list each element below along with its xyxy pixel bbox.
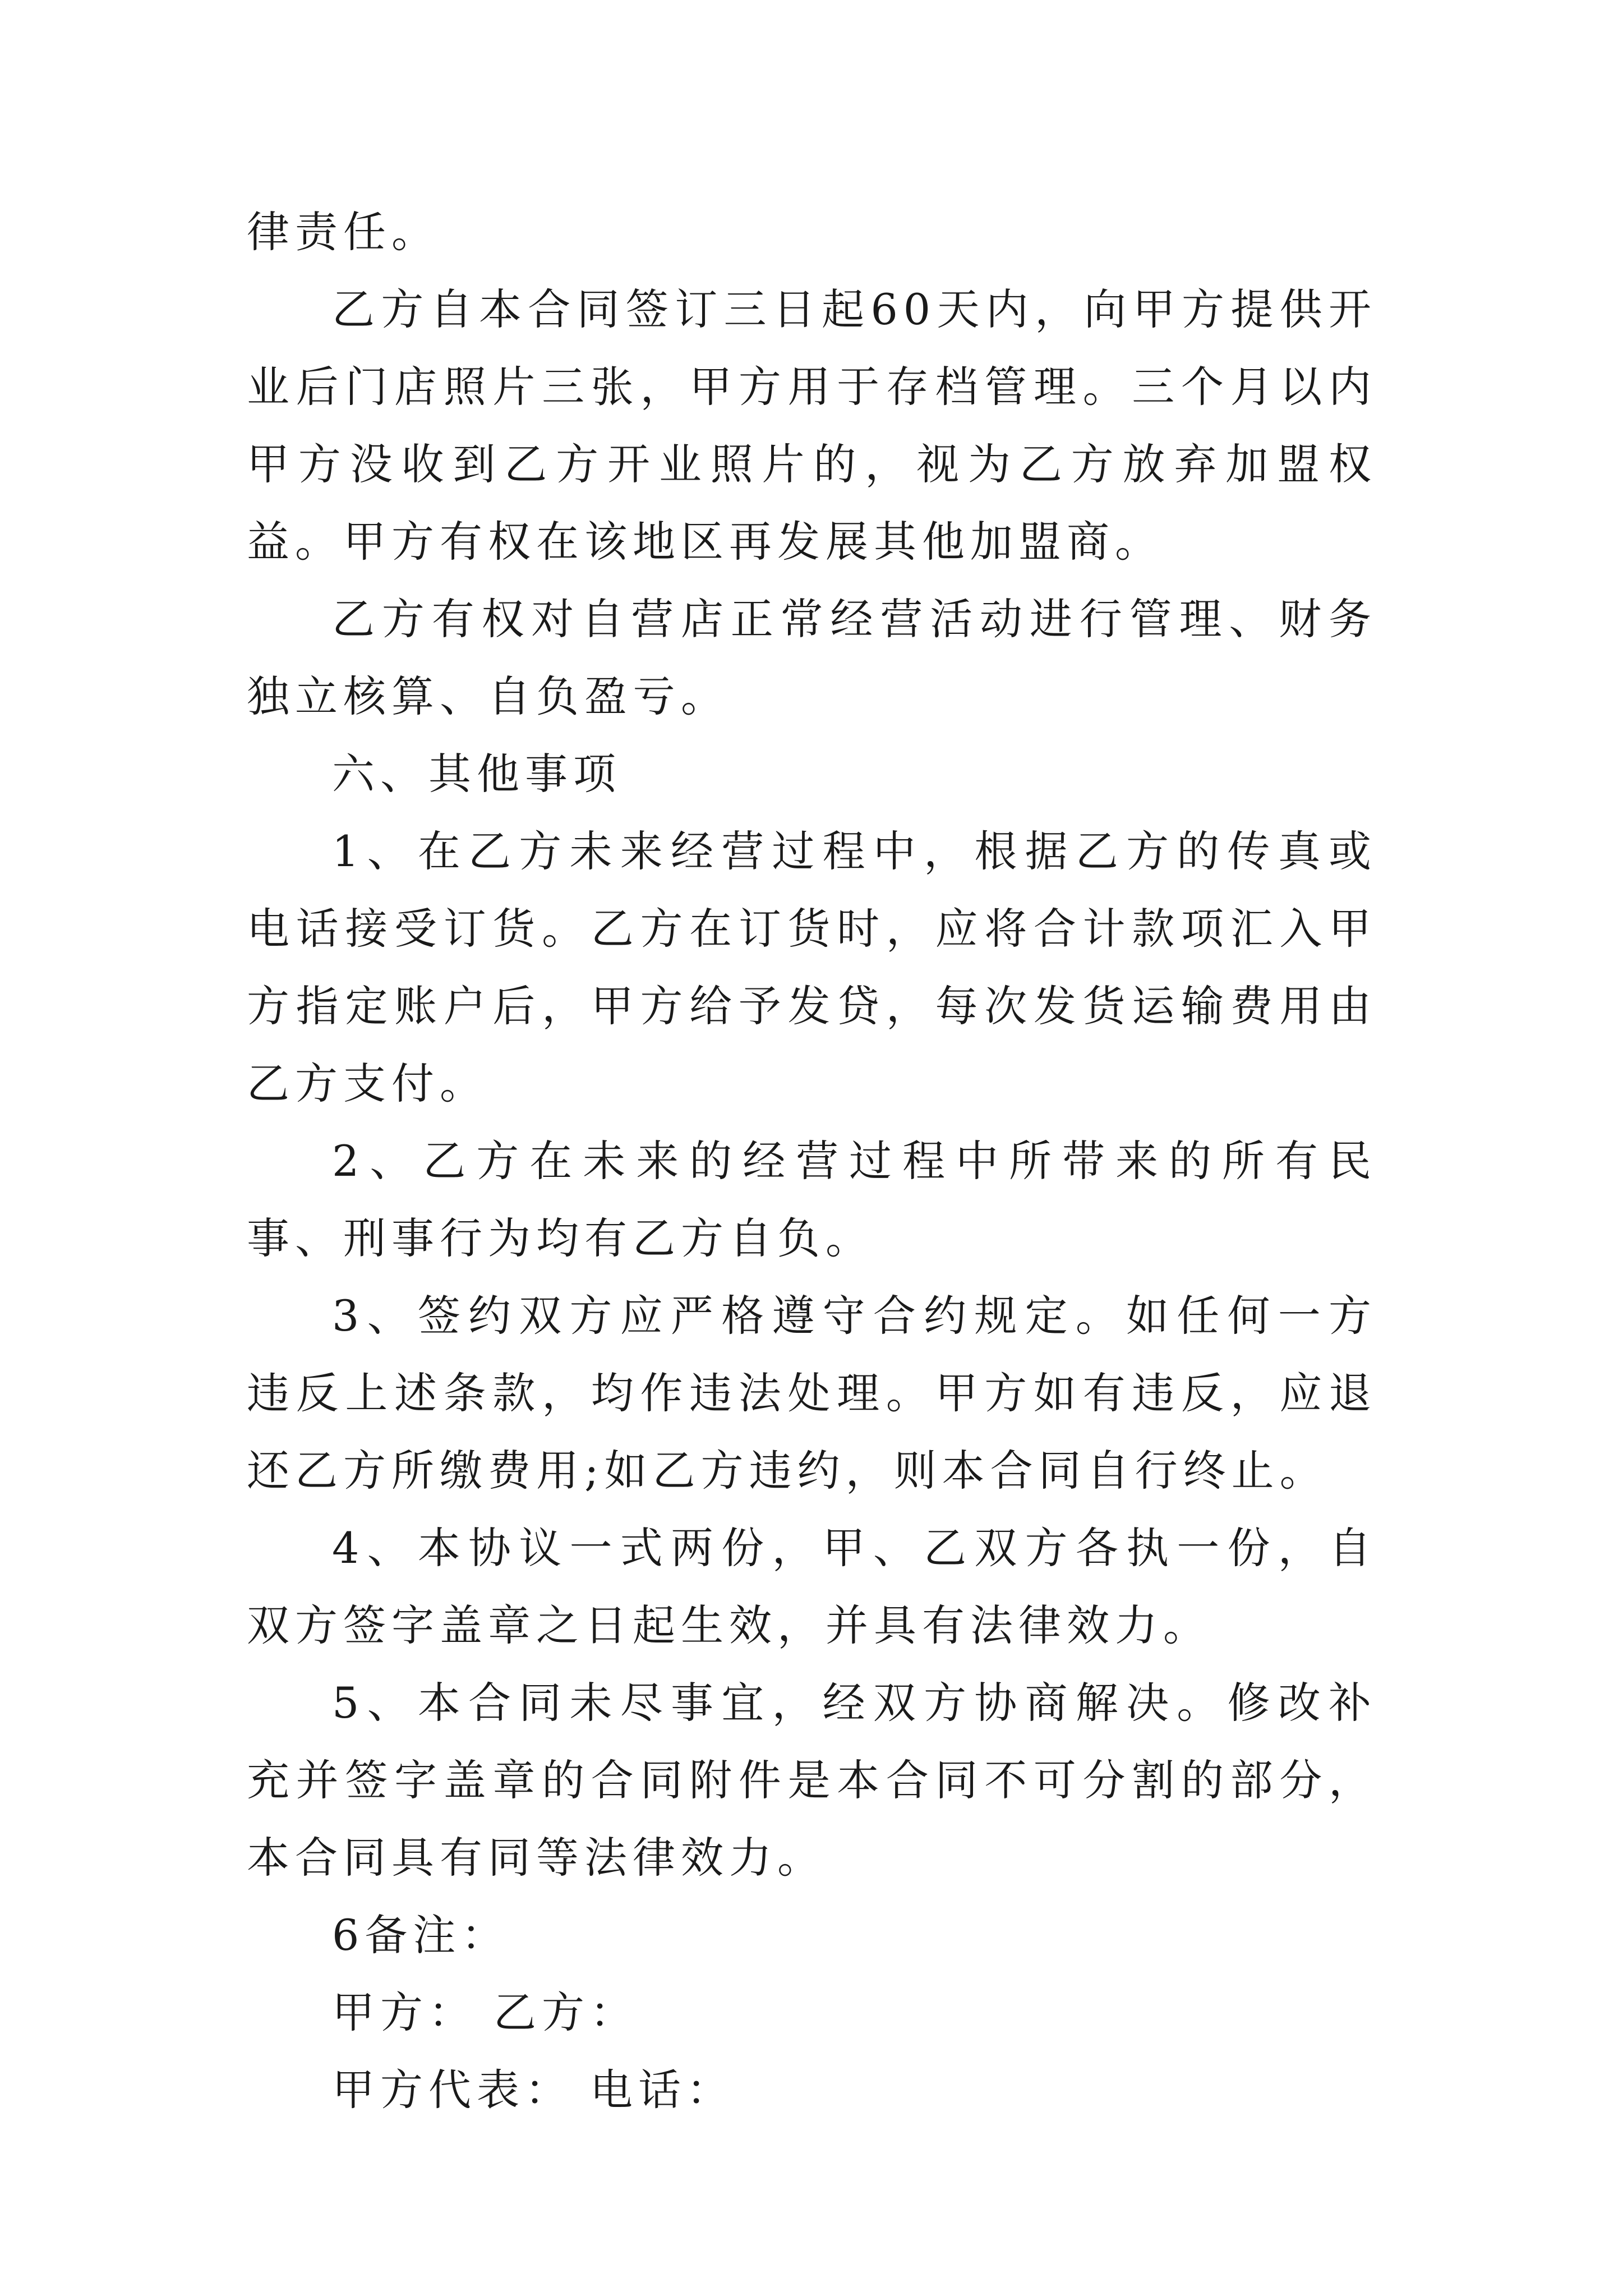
remarks-line: 6备注： — [332, 1910, 510, 1960]
representative-line — [247, 2051, 1377, 2129]
party-b-label: 乙方： — [494, 1987, 638, 2037]
paragraph: 2、乙方在未来的经营过程中所带来的所有民事、刑事行为均有乙方自负。 — [247, 1136, 1377, 1263]
paragraph: 3、签约双方应严格遵守合约规定。如任何一方违反上述条款，均作违法处理。甲方如有违反，应退还乙方所缴费用;如乙方违约，则本合同自行终止。 — [247, 1291, 1377, 1496]
party-line — [247, 1974, 1377, 2051]
paragraph: 1、在乙方未来经营过程中，根据乙方的传真或电话接受订货。乙方在订货时，应将合计款项汇入甲方指定账户后，甲方给予发贷，每次发货运输费用由乙方支付。 — [247, 826, 1377, 1108]
paragraph: 4、本协议一式两份，甲、乙双方各执一份，自双方签字盖章之日起生效，并具有法律效力。 — [247, 1523, 1377, 1650]
paragraph: 律责任。 — [247, 207, 440, 257]
phone-label: 电话： — [590, 2065, 735, 2115]
document-body — [247, 194, 1377, 2129]
paragraph: 乙方自本合同签订三日起60天内，向甲方提供开业后门店照片三张，甲方用于存档管理。三个月以内甲方没收到乙方开业照片的，视为乙方放弃加盟权益。甲方有权在该地区再发展其他加盟商。 — [247, 284, 1377, 567]
party-a-label: 甲方： — [332, 1987, 477, 2037]
paragraph: 乙方有权对自营店正常经营活动进行管理、财务独立核算、自负盈亏。 — [247, 594, 1377, 721]
representative-label: 甲方代表： — [332, 2065, 573, 2115]
paragraph: 5、本合同未尽事宜，经双方协商解决。修改补充并签字盖章的合同附件是本合同不可分割的部分，本合同具有同等法律效力。 — [247, 1678, 1377, 1883]
section-heading: 六、其他事项 — [332, 749, 621, 799]
